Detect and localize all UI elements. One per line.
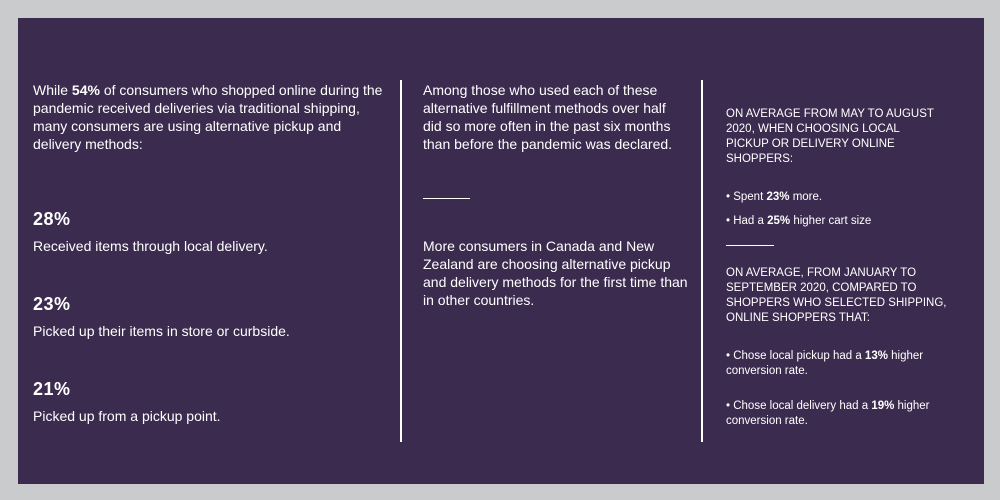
short-divider-col2: [423, 198, 470, 199]
heading-jan-sept-text: ON AVERAGE, FROM JANUARY TO SEPTEMBER 2020, COMPARED TO SHOPPERS WHO SELECTED SHIPPING, ONLINE SHOPPERS THAT:: [726, 267, 947, 324]
bullet-local-delivery: [726, 399, 961, 429]
bullet-cart-prefix: • Had a: [726, 215, 768, 227]
intro-prefix: While: [33, 82, 72, 98]
bullet-spent-prefix: • Spent: [726, 191, 767, 203]
bullet-pickup-highlight: 13%: [864, 350, 888, 362]
bullet-delivery-suffix: higher conversion rate.: [726, 400, 930, 427]
stat-label-local-delivery: Received items through local delivery.: [33, 238, 268, 254]
heading-may-august: [726, 107, 936, 167]
stat-value-pickup-point: 21%: [33, 379, 71, 399]
country-paragraph: More consumers in Canada and New Zealand are choosing alternative pickup and delivery methods for the first time than in other countries.: [423, 238, 688, 308]
bullet-spent-more: [726, 190, 966, 205]
intro-highlight: 54%: [71, 82, 100, 98]
column-divider-1: [400, 80, 402, 442]
stat-value-curbside: 23%: [33, 294, 71, 314]
fulfillment-paragraph: Among those who used each of these alternative fulfillment methods over half did so more often in the past six months than before the pandemic was declared.: [423, 82, 673, 152]
intro-suffix: of consumers who shopped online during the pandemic received deliveries via traditional shipping, many consumers are using alternative pickup and delivery methods:: [33, 82, 383, 152]
bullet-spent-suffix: more.: [789, 191, 823, 203]
heading-jan-sept: [726, 266, 961, 326]
bullet-pickup-suffix: higher conversion rate.: [726, 350, 924, 377]
stat-label-pickup-point: Picked up from a pickup point.: [33, 408, 221, 424]
bullet-delivery-highlight: 19%: [871, 400, 895, 412]
stat-label-curbside: Picked up their items in store or curbside.: [33, 323, 290, 339]
stat-value-local-delivery: 28%: [33, 209, 71, 229]
bullet-cart-size: [726, 214, 966, 229]
country-trends: [423, 237, 693, 309]
bullet-delivery-prefix: • Chose local delivery had a: [726, 400, 872, 412]
short-divider-col3: [726, 245, 774, 246]
bullet-cart-highlight: 25%: [767, 215, 791, 227]
column-fulfillment-trends: [423, 81, 688, 153]
heading-may-august-text: ON AVERAGE FROM MAY TO AUGUST 2020, WHEN CHOOSING LOCAL PICKUP OR DELIVERY ONLINE SHOPPERS:: [726, 108, 934, 165]
intro-paragraph: [33, 81, 383, 153]
bullet-pickup-prefix: • Chose local pickup had a: [726, 350, 865, 362]
column-consumer-methods: [33, 81, 393, 153]
bullet-local-pickup: [726, 349, 926, 379]
bullet-cart-suffix: higher cart size: [790, 215, 872, 227]
column-divider-2: [701, 80, 703, 442]
info-panel: [18, 18, 984, 484]
bullet-spent-highlight: 23%: [766, 191, 790, 203]
